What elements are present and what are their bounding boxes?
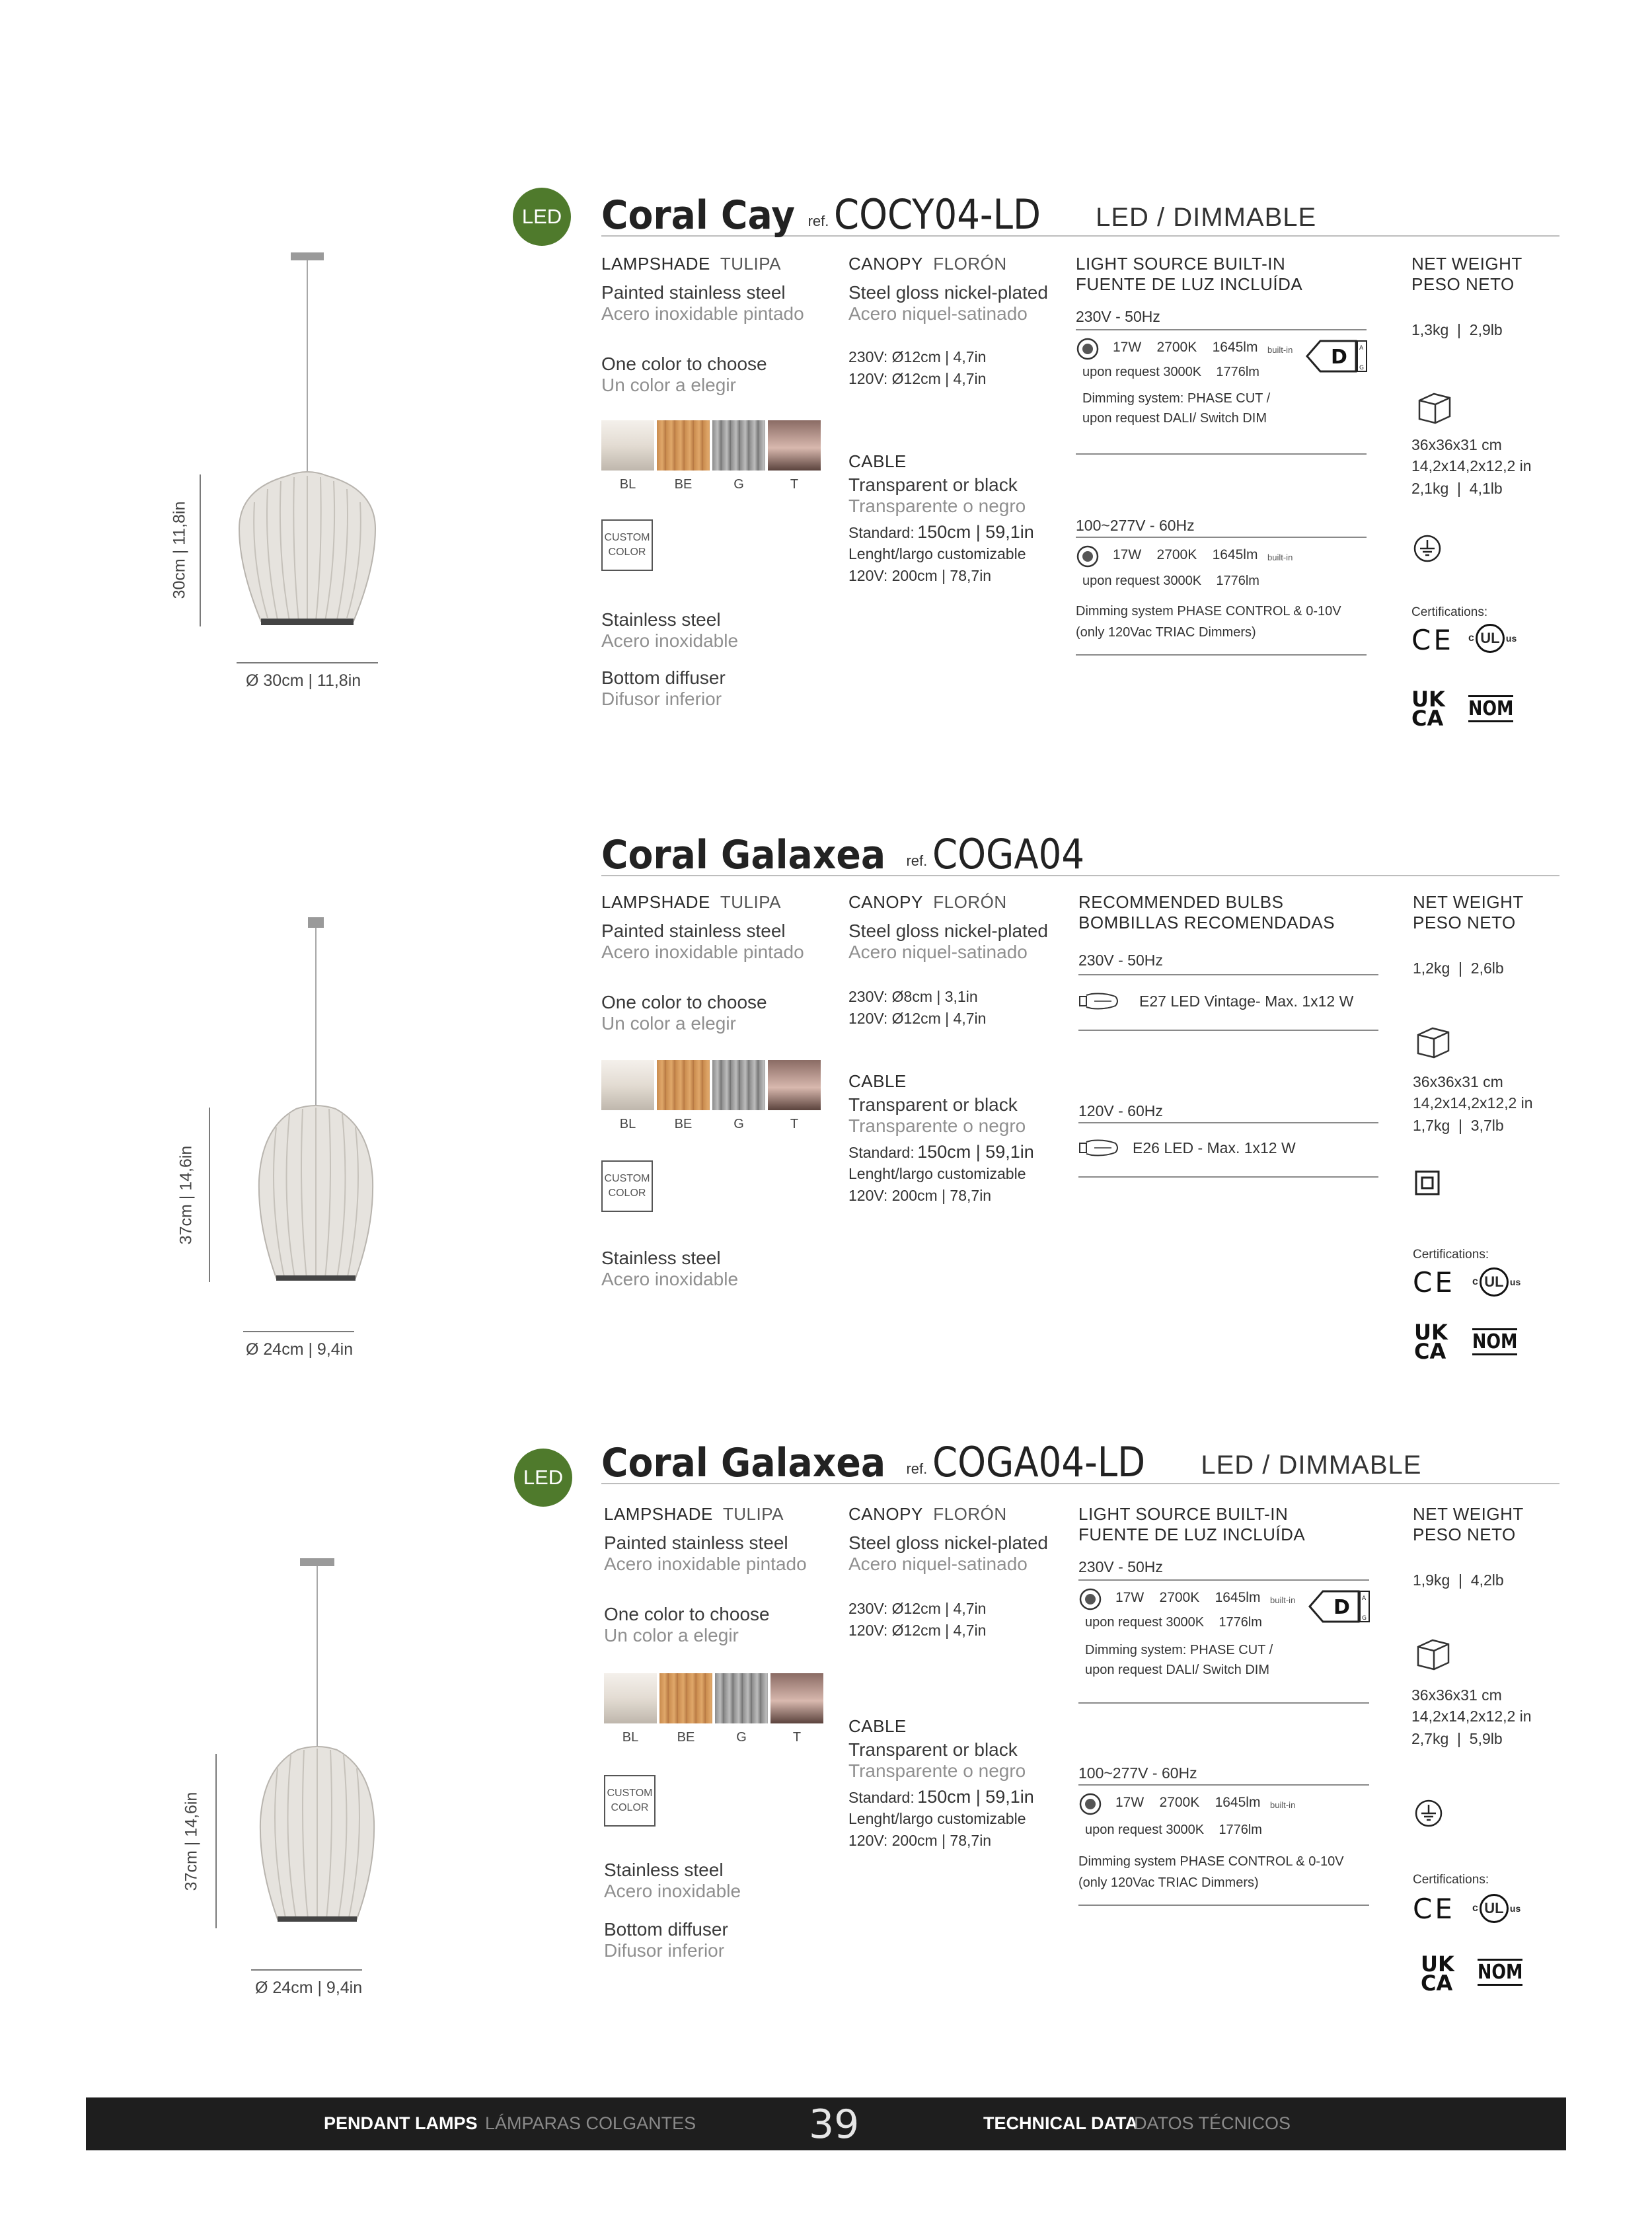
- cable-standard: [848, 522, 1073, 543]
- svg-text:A: A: [1362, 1595, 1367, 1602]
- lampshade-material-es: Acero inoxidable pintado: [601, 303, 804, 324]
- cable-material: Transparent or black: [848, 474, 1018, 495]
- swatch-label: BE: [674, 477, 693, 492]
- cable-120: 120V: 200cm | 78,7in: [848, 567, 992, 584]
- width-dimension-line: [237, 662, 378, 663]
- diffuser-label-es: Difusor inferior: [604, 1940, 725, 1961]
- color-choice: One color to choose: [601, 354, 767, 374]
- lampshade-material: Painted stainless steel: [604, 1532, 788, 1553]
- color-choice-es: Un color a elegir: [604, 1625, 739, 1645]
- voltage-120: 100~277V - 60Hz: [1076, 517, 1195, 534]
- ukca-top: UK: [1414, 1320, 1448, 1345]
- ul-c: c: [1472, 1903, 1478, 1914]
- color-choice-es: Un color a elegir: [601, 375, 736, 395]
- cable-standard-value: 150cm | 59,1in: [917, 1787, 1034, 1807]
- product-tag: LED / DIMMABLE: [1201, 1451, 1422, 1480]
- canopy-material-es: Acero niquel-satinado: [848, 942, 1028, 962]
- cable-custom: Lenght/largo customizable: [848, 1165, 1026, 1182]
- divider: [1078, 1702, 1369, 1704]
- lampshade-label-es: TULIPA: [720, 254, 781, 274]
- canopy-column: [848, 892, 1073, 1205]
- lampshade-extra: [601, 1248, 839, 1290]
- footer-chapter: TECHNICAL DATA: [983, 2113, 1138, 2133]
- lampshade-label: LAMPSHADE: [604, 1504, 713, 1524]
- swatch-label: T: [790, 477, 799, 492]
- height-dimension: 30cm | 11,8in: [170, 501, 189, 599]
- svg-text:D: D: [1331, 346, 1347, 369]
- ul-mark: [1472, 1894, 1521, 1923]
- swatch-label: T: [792, 1730, 802, 1745]
- divider: [1076, 329, 1367, 330]
- swatch-labels: [604, 1730, 823, 1745]
- cable-standard-value: 150cm | 59,1in: [917, 522, 1034, 542]
- color-swatches: [601, 420, 821, 471]
- lampshade-label-es: TULIPA: [720, 892, 781, 912]
- ul-circle: UL: [1480, 1267, 1509, 1297]
- bulb-icon: [1078, 1138, 1121, 1158]
- ukca-mark: [1414, 1320, 1448, 1364]
- canopy-230: 230V: Ø8cm | 3,1in: [848, 988, 978, 1005]
- canopy-230: 230V: Ø12cm | 4,7in: [848, 348, 987, 365]
- upon-request-120: upon request 3000K 1776lm: [1082, 574, 1259, 588]
- light-source-heading-es: FUENTE DE LUZ INCLUÍDA: [1078, 1525, 1306, 1544]
- led-chip-icon: [1076, 337, 1100, 361]
- ul-c: c: [1472, 1276, 1478, 1287]
- cable-standard-label: Standard:: [848, 524, 915, 541]
- weight-heading: NET WEIGHT: [1411, 254, 1522, 274]
- bulbs-heading: RECOMMENDED BULBS: [1078, 892, 1284, 912]
- dimming-230-b: upon request DALI/ Switch DIM: [1085, 1663, 1270, 1677]
- cable-standard-label: Standard:: [848, 1144, 915, 1161]
- canopy-material: Steel gloss nickel-plated: [848, 921, 1048, 941]
- weight-column: [1413, 1504, 1571, 1589]
- dimming-120-a: Dimming system PHASE CONTROL & 0-10V: [1078, 1854, 1344, 1869]
- dimming-230-a: Dimming system: PHASE CUT /: [1085, 1643, 1273, 1657]
- canopy-label-es: FLORÓN: [933, 254, 1007, 274]
- box-dimensions-in: 14,2x14,2x12,2 in: [1413, 1094, 1533, 1112]
- steel-label-es: Acero inoxidable: [601, 630, 739, 651]
- swatch-label: G: [736, 1730, 747, 1745]
- cable-120: 120V: 200cm | 78,7in: [848, 1832, 992, 1849]
- swatch-labels: [601, 477, 821, 492]
- swatch-label: G: [733, 1117, 744, 1131]
- diffuser-label: Bottom diffuser: [601, 667, 726, 688]
- canopy-label: CANOPY: [848, 892, 923, 912]
- width-dimension: Ø 24cm | 9,4in: [255, 1979, 363, 1997]
- product-ref: COGA04: [932, 830, 1085, 878]
- swatch-beige[interactable]: [657, 1060, 710, 1110]
- lampshade-material: Painted stainless steel: [601, 921, 786, 941]
- swatch-grey[interactable]: [715, 1673, 768, 1723]
- swatch-label: T: [790, 1117, 799, 1131]
- light-source-heading: LIGHT SOURCE BUILT-IN: [1076, 254, 1286, 274]
- swatch-white[interactable]: [601, 420, 654, 471]
- ce-mark: CE: [1411, 624, 1454, 656]
- custom-color-box[interactable]: [604, 1775, 656, 1827]
- canopy-material: Steel gloss nickel-plated: [848, 1532, 1048, 1553]
- voltage-120: 120V - 60Hz: [1078, 1102, 1163, 1119]
- ukca-mark: [1411, 687, 1445, 731]
- color-choice: One color to choose: [604, 1604, 770, 1624]
- bulb-230: E27 LED Vintage- Max. 1x12 W: [1139, 993, 1354, 1010]
- lampshade-heading: [601, 254, 839, 274]
- nom-mark: NOM: [1472, 1328, 1517, 1355]
- upon-request-120: upon request 3000K 1776lm: [1085, 1823, 1262, 1837]
- led-chip-icon: [1078, 1792, 1102, 1816]
- steel-label: Stainless steel: [601, 1248, 721, 1268]
- swatch-label: BL: [622, 1730, 639, 1745]
- led-badge: LED: [514, 1449, 572, 1507]
- bulbs-heading-es: BOMBILLAS RECOMENDADAS: [1078, 913, 1335, 932]
- divider: [1078, 1784, 1369, 1786]
- upon-request-230: upon request 3000K 1776lm: [1085, 1615, 1262, 1630]
- weight-heading-es: PESO NETO: [1413, 913, 1516, 932]
- voltage-120: 100~277V - 60Hz: [1078, 1764, 1197, 1782]
- weight-heading-es: PESO NETO: [1413, 1525, 1516, 1544]
- lampshade-column: [601, 254, 839, 396]
- built-in-230: built-in: [1267, 345, 1293, 355]
- cable-standard-label: Standard:: [848, 1789, 915, 1806]
- cable-material-es: Transparente o negro: [848, 1760, 1026, 1781]
- certifications-label: Certifications:: [1413, 1873, 1489, 1887]
- product-tag: LED / DIMMABLE: [1096, 203, 1317, 232]
- height-dimension-line: [209, 1108, 210, 1282]
- cable-heading: CABLE: [848, 1716, 907, 1736]
- footer-section-es: LÁMPARAS COLGANTES: [485, 2113, 696, 2133]
- custom-label-1: CUSTOM: [607, 1787, 653, 1799]
- custom-color-box[interactable]: [601, 519, 653, 571]
- box-icon: [1415, 389, 1454, 427]
- cable-standard-value: 150cm | 59,1in: [917, 1142, 1034, 1162]
- svg-text:D: D: [1333, 1596, 1350, 1619]
- canopy-column: [848, 254, 1073, 585]
- certifications-label: Certifications:: [1413, 1248, 1489, 1262]
- custom-label-2: COLOR: [611, 1802, 649, 1813]
- canopy-120: 120V: Ø12cm | 4,7in: [848, 370, 987, 387]
- box-dimensions: 36x36x31 cm: [1411, 1686, 1502, 1704]
- light-source-heading: LIGHT SOURCE BUILT-IN: [1078, 1504, 1289, 1524]
- diffuser-label: Bottom diffuser: [604, 1919, 728, 1940]
- led-badge: LED: [513, 188, 571, 246]
- diffuser-label-es: Difusor inferior: [601, 689, 722, 709]
- weight-heading: NET WEIGHT: [1413, 892, 1524, 912]
- ul-mark: [1468, 624, 1517, 653]
- swatch-labels: [601, 1117, 821, 1132]
- canopy-material-es: Acero niquel-satinado: [848, 303, 1028, 324]
- cable-standard: [848, 1787, 1073, 1807]
- light-source-column: [1076, 254, 1367, 326]
- ul-us: us: [1505, 633, 1517, 644]
- cable-heading: CABLE: [848, 1071, 907, 1091]
- product-ref: COGA04-LD: [932, 1438, 1146, 1486]
- box-icon: [1414, 1023, 1452, 1061]
- canopy-column: [848, 1504, 1073, 1850]
- cable-material-es: Transparente o negro: [848, 1115, 1026, 1136]
- width-dimension: Ø 30cm | 11,8in: [246, 671, 361, 690]
- svg-text:G: G: [1359, 365, 1364, 371]
- canopy-material-es: Acero niquel-satinado: [848, 1554, 1028, 1574]
- swatch-label: BL: [619, 477, 636, 492]
- cable-material: Transparent or black: [848, 1739, 1018, 1760]
- spec-120: 17W 2700K 1645lm: [1113, 547, 1258, 562]
- energy-class-icon: [1306, 338, 1369, 374]
- spec-230: 17W 2700K 1645lm: [1113, 340, 1258, 355]
- lamp-image: [225, 251, 396, 634]
- ref-prefix: ref.: [906, 1460, 928, 1477]
- box-icon: [1414, 1635, 1452, 1673]
- canopy-label-es: FLORÓN: [933, 1504, 1007, 1524]
- product-title: [601, 184, 1559, 237]
- custom-label-1: CUSTOM: [604, 531, 650, 543]
- steel-label: Stainless steel: [601, 609, 721, 630]
- swatch-label: BE: [674, 1117, 693, 1131]
- cable-custom: Lenght/largo customizable: [848, 1810, 1026, 1827]
- nom-mark: NOM: [1468, 695, 1513, 722]
- ukca-mark: [1421, 1951, 1454, 1996]
- net-weight: 1,2kg | 2,6lb: [1413, 960, 1504, 977]
- ul-us: us: [1509, 1277, 1521, 1287]
- custom-label-2: COLOR: [608, 547, 646, 558]
- custom-label-2: COLOR: [608, 1188, 646, 1199]
- page-number: 39: [809, 2101, 860, 2148]
- canopy-230: 230V: Ø12cm | 4,7in: [848, 1600, 987, 1617]
- canopy-label-es: FLORÓN: [933, 892, 1007, 912]
- led-chip-icon: [1078, 1587, 1102, 1611]
- product-name: Coral Galaxea: [601, 1440, 886, 1486]
- swatch-label: BE: [677, 1730, 695, 1745]
- color-choice: One color to choose: [601, 992, 767, 1012]
- dimming-230-b: upon request DALI/ Switch DIM: [1082, 411, 1267, 426]
- ul-c: c: [1468, 632, 1474, 644]
- net-weight: 1,9kg | 4,2lb: [1413, 1571, 1504, 1589]
- ul-circle: UL: [1476, 624, 1505, 653]
- color-swatches: [601, 1060, 821, 1110]
- voltage-230: 230V - 50Hz: [1078, 952, 1163, 969]
- ref-prefix: ref.: [807, 213, 829, 229]
- built-in-120: built-in: [1270, 1800, 1296, 1810]
- ul-mark: [1472, 1267, 1521, 1297]
- box-dimensions: 36x36x31 cm: [1413, 1073, 1503, 1090]
- product-ref: COCY04-LD: [834, 190, 1041, 239]
- spec-230: 17W 2700K 1645lm: [1115, 1590, 1261, 1605]
- lampshade-column: [601, 892, 839, 1034]
- height-dimension: 37cm | 14,6in: [176, 1145, 196, 1245]
- lamp-image: [243, 916, 389, 1286]
- swatch-taupe[interactable]: [768, 420, 821, 471]
- height-dimension-line: [200, 474, 201, 626]
- cable-standard: [848, 1142, 1073, 1162]
- swatch-grey[interactable]: [712, 420, 765, 471]
- box-dimensions: 36x36x31 cm: [1411, 436, 1502, 453]
- ce-mark: CE: [1413, 1893, 1455, 1925]
- divider: [1076, 537, 1367, 538]
- dimming-120-b: (only 120Vac TRIAC Dimmers): [1076, 625, 1256, 640]
- canopy-120: 120V: Ø12cm | 4,7in: [848, 1622, 987, 1639]
- divider: [1078, 1176, 1378, 1178]
- width-dimension: Ø 24cm | 9,4in: [246, 1340, 354, 1359]
- divider: [1078, 1122, 1378, 1123]
- steel-label: Stainless steel: [604, 1860, 724, 1880]
- ukca-bottom: CA: [1421, 1970, 1453, 1996]
- ukca-top: UK: [1421, 1951, 1454, 1977]
- steel-label-es: Acero inoxidable: [604, 1881, 741, 1901]
- ukca-bottom: CA: [1414, 1338, 1446, 1364]
- width-dimension-line: [243, 1331, 354, 1332]
- voltage-230: 230V - 50Hz: [1078, 1558, 1163, 1575]
- lamp-image: [244, 1557, 390, 1927]
- lampshade-label: LAMPSHADE: [601, 254, 710, 274]
- divider: [1078, 1905, 1369, 1906]
- ce-mark: CE: [1413, 1266, 1455, 1299]
- lampshade-extra: [604, 1860, 842, 1961]
- cable-material-es: Transparente o negro: [848, 496, 1026, 516]
- weight-column: [1411, 254, 1570, 339]
- footer-chapter-es: DATOS TÉCNICOS: [1134, 2113, 1291, 2133]
- swatch-label: G: [733, 477, 744, 492]
- box-dimensions-in: 14,2x14,2x12,2 in: [1411, 457, 1532, 474]
- built-in-120: built-in: [1267, 552, 1293, 562]
- bulb-icon: [1078, 991, 1121, 1011]
- canopy-heading: [848, 1504, 1073, 1525]
- divider: [1076, 453, 1367, 455]
- svg-text:A: A: [1359, 345, 1364, 352]
- height-dimension: 37cm | 14,6in: [182, 1792, 201, 1891]
- canopy-label: CANOPY: [848, 1504, 923, 1524]
- product-name: Coral Galaxea: [601, 832, 886, 878]
- canopy-heading: [848, 254, 1073, 274]
- color-swatches: [604, 1673, 823, 1723]
- canopy-material: Steel gloss nickel-plated: [848, 282, 1048, 303]
- box-weight: 1,7kg | 3,7lb: [1413, 1117, 1504, 1134]
- divider: [1078, 1030, 1378, 1031]
- bulb-120: E26 LED - Max. 1x12 W: [1133, 1139, 1296, 1156]
- lampshade-heading: [604, 1504, 842, 1525]
- swatch-beige[interactable]: [659, 1673, 712, 1723]
- bulbs-column: [1078, 892, 1376, 969]
- energy-class-icon: [1308, 1589, 1372, 1624]
- double-insulation-icon: [1414, 1170, 1441, 1196]
- box-weight: 2,1kg | 4,1lb: [1411, 480, 1503, 497]
- light-source-heading-es: FUENTE DE LUZ INCLUÍDA: [1076, 274, 1303, 294]
- lampshade-extra: [601, 609, 839, 710]
- earth-ground-icon: [1413, 534, 1442, 563]
- divider: [1078, 974, 1378, 975]
- box-dimensions-in: 14,2x14,2x12,2 in: [1411, 1708, 1532, 1725]
- swatch-white[interactable]: [601, 1060, 654, 1110]
- height-dimension-line: [215, 1754, 217, 1928]
- svg-text:G: G: [1362, 1615, 1367, 1622]
- lampshade-label-es: TULIPA: [722, 1504, 784, 1524]
- cable-120: 120V: 200cm | 78,7in: [848, 1187, 992, 1204]
- ukca-bottom: CA: [1411, 705, 1444, 731]
- ul-circle: UL: [1480, 1894, 1509, 1923]
- weight-heading: NET WEIGHT: [1413, 1504, 1524, 1524]
- divider: [1076, 654, 1367, 656]
- cable-custom: Lenght/largo customizable: [848, 545, 1026, 562]
- steel-label-es: Acero inoxidable: [601, 1269, 739, 1289]
- ref-prefix: ref.: [906, 852, 928, 869]
- swatch-grey[interactable]: [712, 1060, 765, 1110]
- ul-us: us: [1509, 1903, 1521, 1914]
- ukca-top: UK: [1411, 687, 1445, 712]
- lampshade-label: LAMPSHADE: [601, 892, 710, 912]
- custom-color-box[interactable]: [601, 1160, 653, 1212]
- swatch-taupe[interactable]: [770, 1673, 823, 1723]
- swatch-label: BL: [619, 1117, 636, 1131]
- lampshade-heading: [601, 892, 839, 913]
- lampshade-material-es: Acero inoxidable pintado: [601, 942, 804, 962]
- dimming-120-a: Dimming system PHASE CONTROL & 0-10V: [1076, 604, 1341, 619]
- product-name: Coral Cay: [601, 192, 796, 239]
- dimming-120-b: (only 120Vac TRIAC Dimmers): [1078, 1875, 1259, 1890]
- nom-mark: NOM: [1478, 1959, 1522, 1986]
- light-source-column: [1078, 1504, 1369, 1576]
- cable-heading: CABLE: [848, 451, 907, 471]
- width-dimension-line: [251, 1969, 362, 1971]
- box-weight: 2,7kg | 5,9lb: [1411, 1730, 1503, 1747]
- weight-heading-es: PESO NETO: [1411, 274, 1515, 294]
- swatch-beige[interactable]: [657, 420, 710, 471]
- product-title: [601, 1431, 1559, 1484]
- cable-material: Transparent or black: [848, 1094, 1018, 1115]
- divider: [1078, 1579, 1369, 1581]
- built-in-230: built-in: [1270, 1595, 1296, 1605]
- product-title: [601, 823, 1559, 876]
- lampshade-material: Painted stainless steel: [601, 282, 786, 303]
- weight-column: [1413, 892, 1571, 977]
- net-weight: 1,3kg | 2,9lb: [1411, 321, 1503, 338]
- canopy-heading: [848, 892, 1073, 913]
- lampshade-column: [604, 1504, 842, 1646]
- lampshade-material-es: Acero inoxidable pintado: [604, 1554, 807, 1574]
- canopy-120: 120V: Ø12cm | 4,7in: [848, 1010, 987, 1027]
- dimming-230-a: Dimming system: PHASE CUT /: [1082, 391, 1271, 406]
- spec-120: 17W 2700K 1645lm: [1115, 1795, 1261, 1810]
- color-choice-es: Un color a elegir: [601, 1013, 736, 1034]
- canopy-label: CANOPY: [848, 254, 923, 274]
- earth-ground-icon: [1414, 1799, 1443, 1828]
- swatch-taupe[interactable]: [768, 1060, 821, 1110]
- custom-label-1: CUSTOM: [604, 1172, 650, 1184]
- voltage-230: 230V - 50Hz: [1076, 308, 1160, 325]
- footer-section: PENDANT LAMPS: [324, 2113, 478, 2133]
- swatch-white[interactable]: [604, 1673, 657, 1723]
- certifications-label: Certifications:: [1411, 605, 1488, 619]
- upon-request-230: upon request 3000K 1776lm: [1082, 365, 1259, 379]
- led-chip-icon: [1076, 545, 1100, 568]
- page-footer: [86, 2097, 1566, 2150]
